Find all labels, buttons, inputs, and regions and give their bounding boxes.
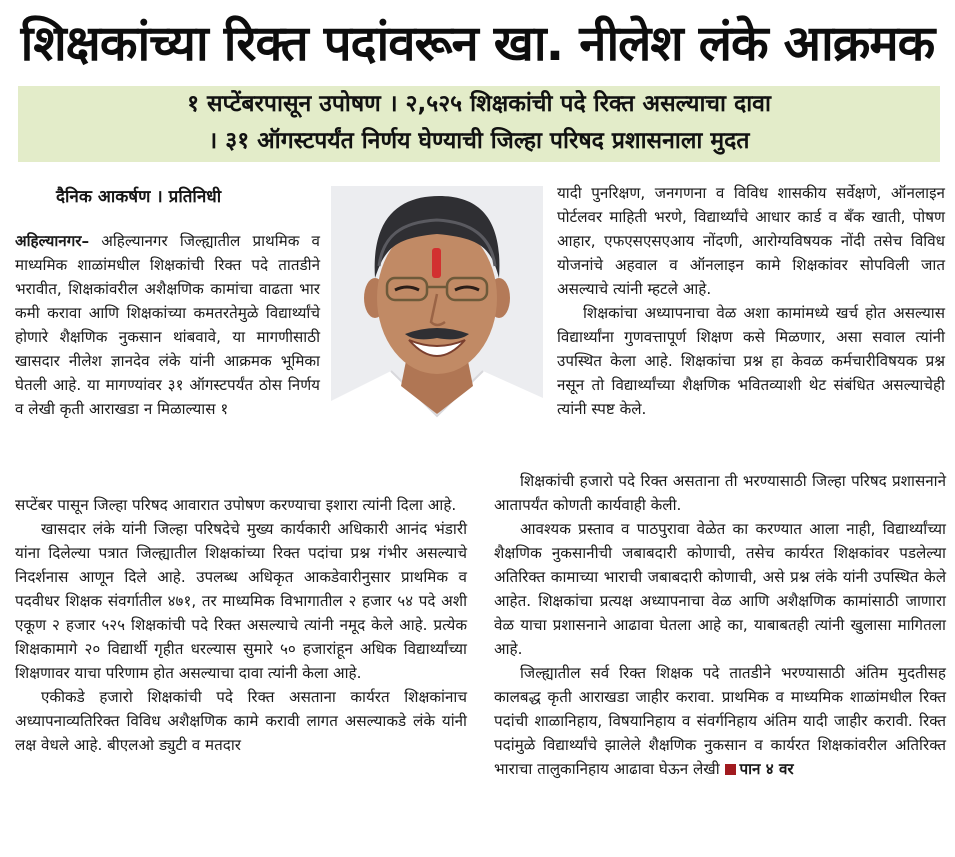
article-column-left-bottom xyxy=(15,493,467,757)
paragraph-5: शिक्षकांचा अध्यापनाचा वेळ अशा कामांमध्ये खर्च होत असल्यास विद्यार्थ्यांना गुणवत्तापूर्ण शिक्षण कसे मिळणार, असा सवाल त्यांनी उपस्थित केला आहे. शिक्षकांचा प्रश्न हा केवळ कर्मचारीविषयक प्रश्न नसून तो विद्यार्थ्यांच्या शैक्षणिक भवितव्याशी थेट संबंधित असल्याचेही त्यांनी स्पष्ट केले. xyxy=(557,304,945,418)
continued-label: पान ४ वर xyxy=(739,760,794,778)
subheadline-line: १ सप्टेंबरपासून उपोषण । २,५२५ शिक्षकांची पदे रिक्त असल्याचा दावा xyxy=(187,91,771,117)
article-column-left-top xyxy=(15,229,320,421)
paragraph-6: शिक्षकांची हजारो पदे रिक्त असताना ती भरण्यासाठी जिल्हा परिषद प्रशासनाने आतापर्यंत कोणती कार्यवाही केली. xyxy=(494,472,946,514)
article-column-right-bottom xyxy=(494,469,946,781)
headline: शिक्षकांच्या रिक्त पदांवरून खा. नीलेश लंके आक्रमक xyxy=(20,15,935,72)
paragraph-1-lead: अहिल्यानगर जिल्ह्यातील प्राथमिक व माध्यमिक शाळांमधील शिक्षकांची रिक्त पदे तातडीने भरावीत, शिक्षकांवरील अशैक्षणिक कामांचा वाढता भार कमी करावा आणि शिक्षकांच्या कमतरतेमुळे विद्यार्थ्यांचे होणारे शैक्षणिक नुकसान थांबवावे, या मागणीसाठी खासदार नीलेश ज्ञानदेव लंके यांनी आक्रमक भूमिका घेतली आहे. या मागण्यांवर ३१ ऑगस्टपर्यंत ठोस निर्णय व लेखी कृती आराखडा न मिळाल्यास १ xyxy=(15,232,321,418)
square-bullet-icon xyxy=(725,764,736,775)
subheadline-box xyxy=(18,86,940,162)
article-column-right-top xyxy=(557,181,945,421)
dateline: अहिल्यानगर– xyxy=(15,232,90,250)
paragraph-3: एकीकडे हजारो शिक्षकांची पदे रिक्त असताना कार्यरत शिक्षकांनाच अध्यापनाव्यतिरिक्त विविध अशैक्षणिक कामे करावी लागत असल्याकडे लंके यांनी लक्ष वेधले आहे. बीएलओ ड्युटी व मतदार xyxy=(15,688,467,754)
paragraph-8 xyxy=(494,661,946,781)
continued-marker xyxy=(725,760,794,778)
byline: दैनिक आकर्षण । प्रतिनिधी xyxy=(56,187,222,207)
portrait-photo xyxy=(331,186,543,463)
paragraph-2: खासदार लंके यांनी जिल्हा परिषदेचे मुख्य कार्यकारी अधिकारी आनंद भंडारी यांना दिलेल्या पत्रात जिल्ह्यातील शिक्षकांच्या रिक्त पदांचा प्रश्न गंभीर असल्याचे निदर्शनास आणून दिले आहे. उपलब्ध अधिकृत आकडेवारीनुसार प्राथमिक व पदवीधर शिक्षक संवर्गातील ४७१, तर माध्यमिक विभागातील २ हजार ५४ पदे अशी एकूण २ हजार ५२५ शिक्षकांची पदे रिक्त असल्याचे त्यांनी नमूद केले आहे. प्रत्येक शिक्षकामागे २० विद्यार्थी गृहीत धरल्यास सुमारे ५० हजारांहून अधिक विद्यार्थ्यांच्या शिक्षणावर याचा परिणाम होत असल्याचा दावा त्यांनी केला आहे. xyxy=(15,520,467,682)
subheadline-line: । ३१ ऑगस्टपर्यंत निर्णय घेण्याची जिल्हा परिषद प्रशासनाला मुदत xyxy=(208,128,750,154)
paragraph-7: आवश्यक प्रस्ताव व पाठपुरावा वेळेत का करण्यात आला नाही, विद्यार्थ्यांच्या शैक्षणिक नुकसानीची जबाबदारी कोणाची, तसेच कार्यरत शिक्षकांवर पडलेल्या अतिरिक्त कामाच्या भाराची जबाबदारी कोणाची, असे प्रश्न लंके यांनी उपस्थित केले आहेत. शिक्षकांचा प्रत्यक्ष अध्यापनाचा वेळ आणि अशैक्षणिक कामांसाठी जाणारा वेळ याचा प्रशासनाने आढावा घेतला आहे का, याबाबतही त्यांनी खुलासा मागितला आहे. xyxy=(494,520,946,658)
paragraph-4: यादी पुनरिक्षण, जनगणना व विविध शासकीय सर्वेक्षणे, ऑनलाइन पोर्टलवर माहिती भरणे, विद्यार्थ्यांचे आधार कार्ड व बँक खाती, पोषण आहार, एफएसएसएआय नोंदणी, आरोग्यविषयक नोंदी तसेच विविध योजनांचे अहवाल व ऑनलाइन कामे शिक्षकांवर सोपविली जात असल्याचे त्यांनी म्हटले आहे. xyxy=(557,184,945,298)
paragraph-1-tail: सप्टेंबर पासून जिल्हा परिषद आवारात उपोषण करण्याचा इशारा त्यांनी दिला आहे. xyxy=(15,496,457,514)
paragraph-8-text: जिल्ह्यातील सर्व रिक्त शिक्षक पदे तातडीने भरण्यासाठी अंतिम मुदतीसह कालबद्ध कृती आराखडा जाहीर करावा. प्राथमिक व माध्यमिक शाळांमधील रिक्त पदांची शाळानिहाय, विषयानिहाय व संवर्गनिहाय अंतिम यादी जाहीर करावी. रिक्त पदांमुळे विद्यार्थ्यांचे झालेले शैक्षणिक नुकसान व कार्यरत शिक्षकांवरील अतिरिक्त भाराचा तालुकानिहाय आढावा घेऊन लेखी xyxy=(494,664,946,778)
